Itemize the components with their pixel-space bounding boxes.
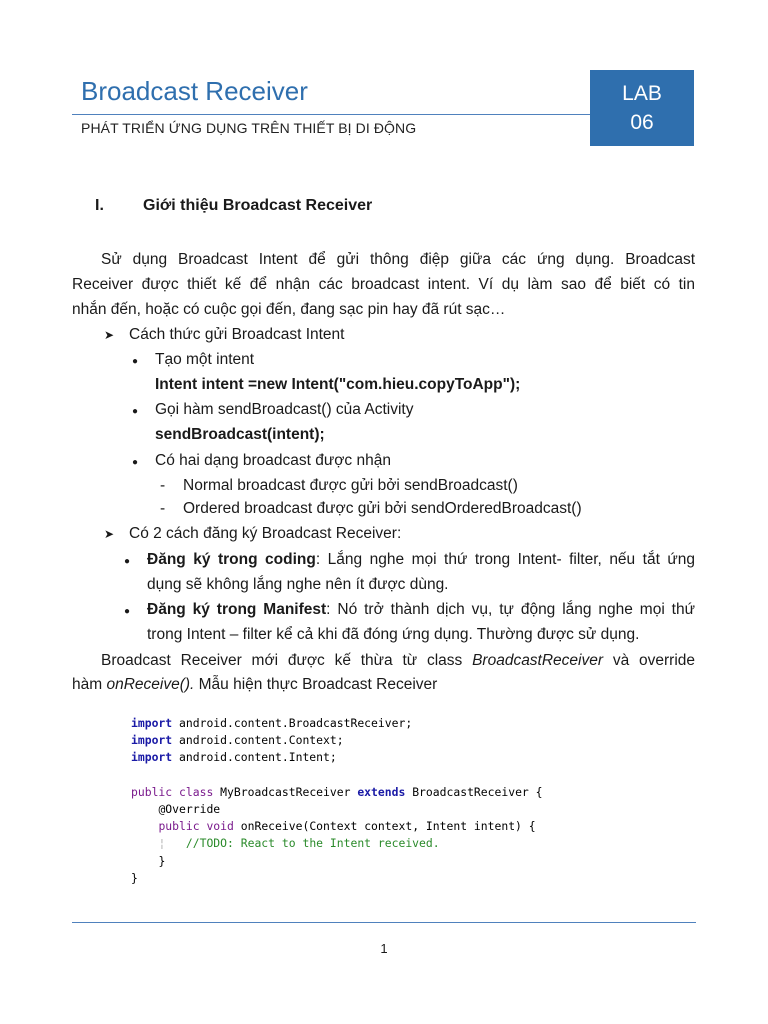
list2-title-item xyxy=(104,525,401,543)
list2-item-1-rest: : Lắng nghe mọi thứ trong Intent- filter, nếu tắt ứng xyxy=(315,551,696,568)
code-text: } xyxy=(131,870,138,885)
code-text: android.content.BroadcastReceiver; xyxy=(172,716,413,730)
code-keyword: extends xyxy=(357,784,406,799)
intro-line-1: Sử dụng Broadcast Intent để gửi thông điệp giữa các ứng dụng. Broadcast xyxy=(101,251,695,268)
code-keyword: public xyxy=(131,784,173,799)
list2-item-2-line-2: trong Intent – filter kể cả khi đã đóng ứng dụng. Thường được sử dụng. xyxy=(147,626,640,643)
list2-item-1-line-2: dụng sẽ không lắng nghe nên ít được dùng. xyxy=(147,576,449,593)
list1-subitem-2-text: Ordered broadcast được gửi bởi sendOrderedBroadcast() xyxy=(183,500,582,517)
code-keyword: import xyxy=(131,750,173,765)
code-keyword: import xyxy=(131,733,173,748)
dot-bullet-icon: ● xyxy=(124,606,131,617)
list2-title: Có 2 cách đăng ký Broadcast Receiver: xyxy=(129,525,402,542)
section-number: I. xyxy=(95,197,104,214)
document-title: Broadcast Receiver xyxy=(81,76,308,106)
dot-bullet-icon: ● xyxy=(132,356,139,367)
section-title: Giới thiệu Broadcast Receiver xyxy=(143,197,373,214)
code-keyword: class xyxy=(172,784,214,799)
course-subtitle: PHÁT TRIỂN ỨNG DỤNG TRÊN THIẾT BỊ DI ĐỘNG xyxy=(81,120,417,136)
method-name-italic: onReceive(). xyxy=(106,676,195,693)
list1-title-item xyxy=(104,326,344,344)
list2-item-1 xyxy=(124,551,130,569)
code-keyword: import xyxy=(131,716,173,730)
list1-item-2 xyxy=(132,401,138,419)
closing-text: hàm xyxy=(72,676,107,693)
list2-item-1-line-1 xyxy=(147,551,695,569)
list1-subitem-1-text: Normal broadcast được gửi bởi sendBroadcast() xyxy=(183,477,518,494)
code-text: android.content.Intent; xyxy=(172,750,337,765)
intro-line-2: Receiver được thiết kế để nhận các broadcast intent. Ví dụ làm sao để biết có tin xyxy=(72,276,695,293)
code-comment: //TODO: React to the Intent received. xyxy=(185,836,440,851)
closing-text: và override xyxy=(603,652,696,669)
closing-line-2 xyxy=(72,676,437,694)
list1-title: Cách thức gửi Broadcast Intent xyxy=(129,326,345,343)
page-number: 1 xyxy=(380,941,388,956)
code-text: BroadcastReceiver { xyxy=(405,784,543,799)
dot-bullet-icon: ● xyxy=(132,457,139,468)
code-sample xyxy=(131,715,543,887)
code-text: android.content.Context; xyxy=(172,733,344,748)
arrow-bullet-icon: ➤ xyxy=(104,328,115,342)
code-keyword: void xyxy=(199,819,234,834)
dot-bullet-icon: ● xyxy=(132,406,139,417)
dot-bullet-icon: ● xyxy=(124,556,131,567)
closing-text: Broadcast Receiver mới được kế thừa từ class xyxy=(101,652,473,669)
arrow-bullet-icon: ➤ xyxy=(104,527,115,541)
intro-line-3: nhắn đến, hoặc có cuộc gọi đến, đang sạc pin hay đã rút sạc… xyxy=(72,301,506,318)
dash-bullet-icon: - xyxy=(160,500,166,517)
list1-item-3 xyxy=(132,452,138,470)
list2-item-2-rest: : Nó trở thành dịch vụ, tự động lắng nghe mọi thứ xyxy=(326,601,695,618)
code-text: MyBroadcastReceiver xyxy=(213,784,358,799)
list1-item-1-text: Tạo một intent xyxy=(155,351,255,368)
list1-subitem-1 xyxy=(160,477,165,495)
class-name-italic: BroadcastReceiver xyxy=(472,652,604,669)
list1-item-3-text: Có hai dạng broadcast được nhận xyxy=(155,452,391,469)
lab-label: LAB xyxy=(622,82,662,105)
list2-item-2-bold: Đăng ký trong Manifest xyxy=(147,601,327,618)
list1-item-1 xyxy=(132,351,138,369)
header-divider xyxy=(72,114,590,115)
section-heading xyxy=(95,197,372,215)
list1-item-2-text: Gọi hàm sendBroadcast() của Activity xyxy=(155,401,414,418)
code-keyword: public xyxy=(158,819,200,834)
lab-number: 06 xyxy=(630,111,654,134)
list1-subitem-2 xyxy=(160,500,165,518)
list2-item-1-bold: Đăng ký trong coding xyxy=(147,551,316,568)
list1-item-2-code: sendBroadcast(intent); xyxy=(155,426,325,443)
closing-text: Mẫu hiện thực Broadcast Receiver xyxy=(194,676,438,693)
indent-guide: ¦ xyxy=(158,836,166,851)
closing-line-1 xyxy=(101,652,695,670)
lab-badge xyxy=(590,70,694,146)
list2-item-2 xyxy=(124,601,130,619)
list2-item-2-line-1 xyxy=(147,601,695,619)
code-text: onReceive(Context context, Intent intent) { xyxy=(233,819,536,834)
code-annotation: @Override xyxy=(158,802,221,817)
list1-item-1-code: Intent intent =new Intent("com.hieu.copyToApp"); xyxy=(155,376,521,393)
code-text: } xyxy=(158,853,166,868)
dash-bullet-icon: - xyxy=(160,477,166,494)
footer-divider xyxy=(72,922,696,923)
